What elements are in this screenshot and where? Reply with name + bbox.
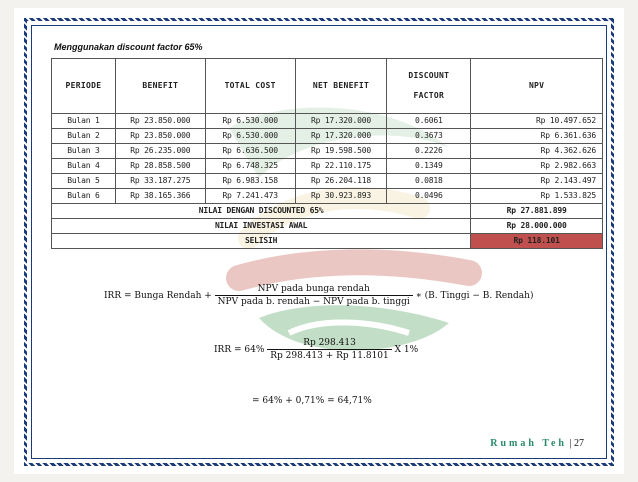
summary-value: Rp 27.881.899 [471,204,603,219]
table-row [52,159,603,174]
formula-lhs: IRR = 64% [214,345,265,355]
cell-discount-factor: 0.0818 [387,174,471,189]
cell-total-cost: Rp 6.530.000 [205,114,295,129]
table-row [52,189,603,204]
cell-periode: Bulan 1 [52,114,116,129]
cell-net-benefit: Rp 17.320.000 [295,114,387,129]
cell-periode: Bulan 4 [52,159,116,174]
cell-benefit: Rp 23.850.000 [115,114,205,129]
header-total-cost: TOTAL COST [205,59,295,114]
summary-row-discounted [52,204,603,219]
summary-label: NILAI DENGAN DISCOUNTED 65% [52,204,471,219]
table-header-row [52,59,603,114]
header-factor-label: FACTOR [413,91,445,100]
cell-benefit: Rp 23.850.000 [115,129,205,144]
header-discount-label: DISCOUNT [408,71,450,80]
summary-row-investasi [52,219,603,234]
cell-periode: Bulan 6 [52,189,116,204]
cell-net-benefit: Rp 19.598.500 [295,144,387,159]
cell-periode: Bulan 2 [52,129,116,144]
cell-periode: Bulan 5 [52,174,116,189]
cell-total-cost: Rp 7.241.473 [205,189,295,204]
header-net-benefit: NET BENEFIT [295,59,387,114]
formula-rhs: X 1% [394,345,419,355]
page-footer [490,438,584,449]
page-number: 27 [574,438,584,449]
cell-npv: Rp 1.533.825 [471,189,603,204]
cell-discount-factor: 0.0496 [387,189,471,204]
cell-npv: Rp 2.982.663 [471,159,603,174]
cell-npv: Rp 10.497.652 [471,114,603,129]
npv-table [51,58,603,249]
cell-total-cost: Rp 6.530.000 [205,129,295,144]
cell-net-benefit: Rp 22.110.175 [295,159,387,174]
formula-fraction [215,284,413,307]
summary-value: Rp 28.000.000 [471,219,603,234]
cell-periode: Bulan 3 [52,144,116,159]
summary-value-highlight: Rp 118.101 [471,234,603,249]
summary-label: NILAI INVESTASI AWAL [52,219,471,234]
cell-net-benefit: Rp 17.320.000 [295,129,387,144]
table-row [52,144,603,159]
table-row [52,174,603,189]
header-periode: PERIODE [52,59,116,114]
footer-separator: | [569,438,572,449]
footer-brand: Rumah Teh [490,438,567,449]
formula-denominator: Rp 298.413 + Rp 11.8101 [267,349,392,361]
header-benefit: BENEFIT [115,59,205,114]
formula-rhs: ∗ (B. Tinggi − B. Rendah) [415,291,534,301]
irr-formula-general [104,284,533,307]
cell-total-cost: Rp 6.636.500 [205,144,295,159]
cell-benefit: Rp 28.858.500 [115,159,205,174]
cell-net-benefit: Rp 30.923.893 [295,189,387,204]
header-discount-factor [387,59,471,114]
document-page [14,8,624,474]
header-npv: NPV [471,59,603,114]
formula-numerator: NPV pada bunga rendah [257,284,370,294]
irr-result: = 64% + 0,71% = 64,71% [252,396,372,406]
cell-total-cost: Rp 6.748.325 [205,159,295,174]
cell-npv: Rp 4.362.626 [471,144,603,159]
cell-npv: Rp 2.143.497 [471,174,603,189]
formula-numerator: Rp 298.413 [303,338,356,348]
cell-net-benefit: Rp 26.204.118 [295,174,387,189]
formula-lhs: IRR = Bunga Rendah + [104,291,212,301]
formula-denominator: NPV pada b. rendah − NPV pada b. tinggi [215,295,413,307]
summary-row-selisih [52,234,603,249]
cell-discount-factor: 0.3673 [387,129,471,144]
section-heading: Menggunakan discount factor 65% [54,42,203,52]
cell-discount-factor: 0.1349 [387,159,471,174]
table-row [52,129,603,144]
summary-label: SELISIH [52,234,471,249]
cell-npv: Rp 6.361.636 [471,129,603,144]
table-row [52,114,603,129]
irr-formula-substituted [214,338,418,361]
formula-fraction [267,338,392,361]
cell-benefit: Rp 38.165.366 [115,189,205,204]
cell-discount-factor: 0.2226 [387,144,471,159]
cell-benefit: Rp 33.187.275 [115,174,205,189]
cell-total-cost: Rp 6.983.158 [205,174,295,189]
cell-benefit: Rp 26.235.000 [115,144,205,159]
cell-discount-factor: 0.6061 [387,114,471,129]
